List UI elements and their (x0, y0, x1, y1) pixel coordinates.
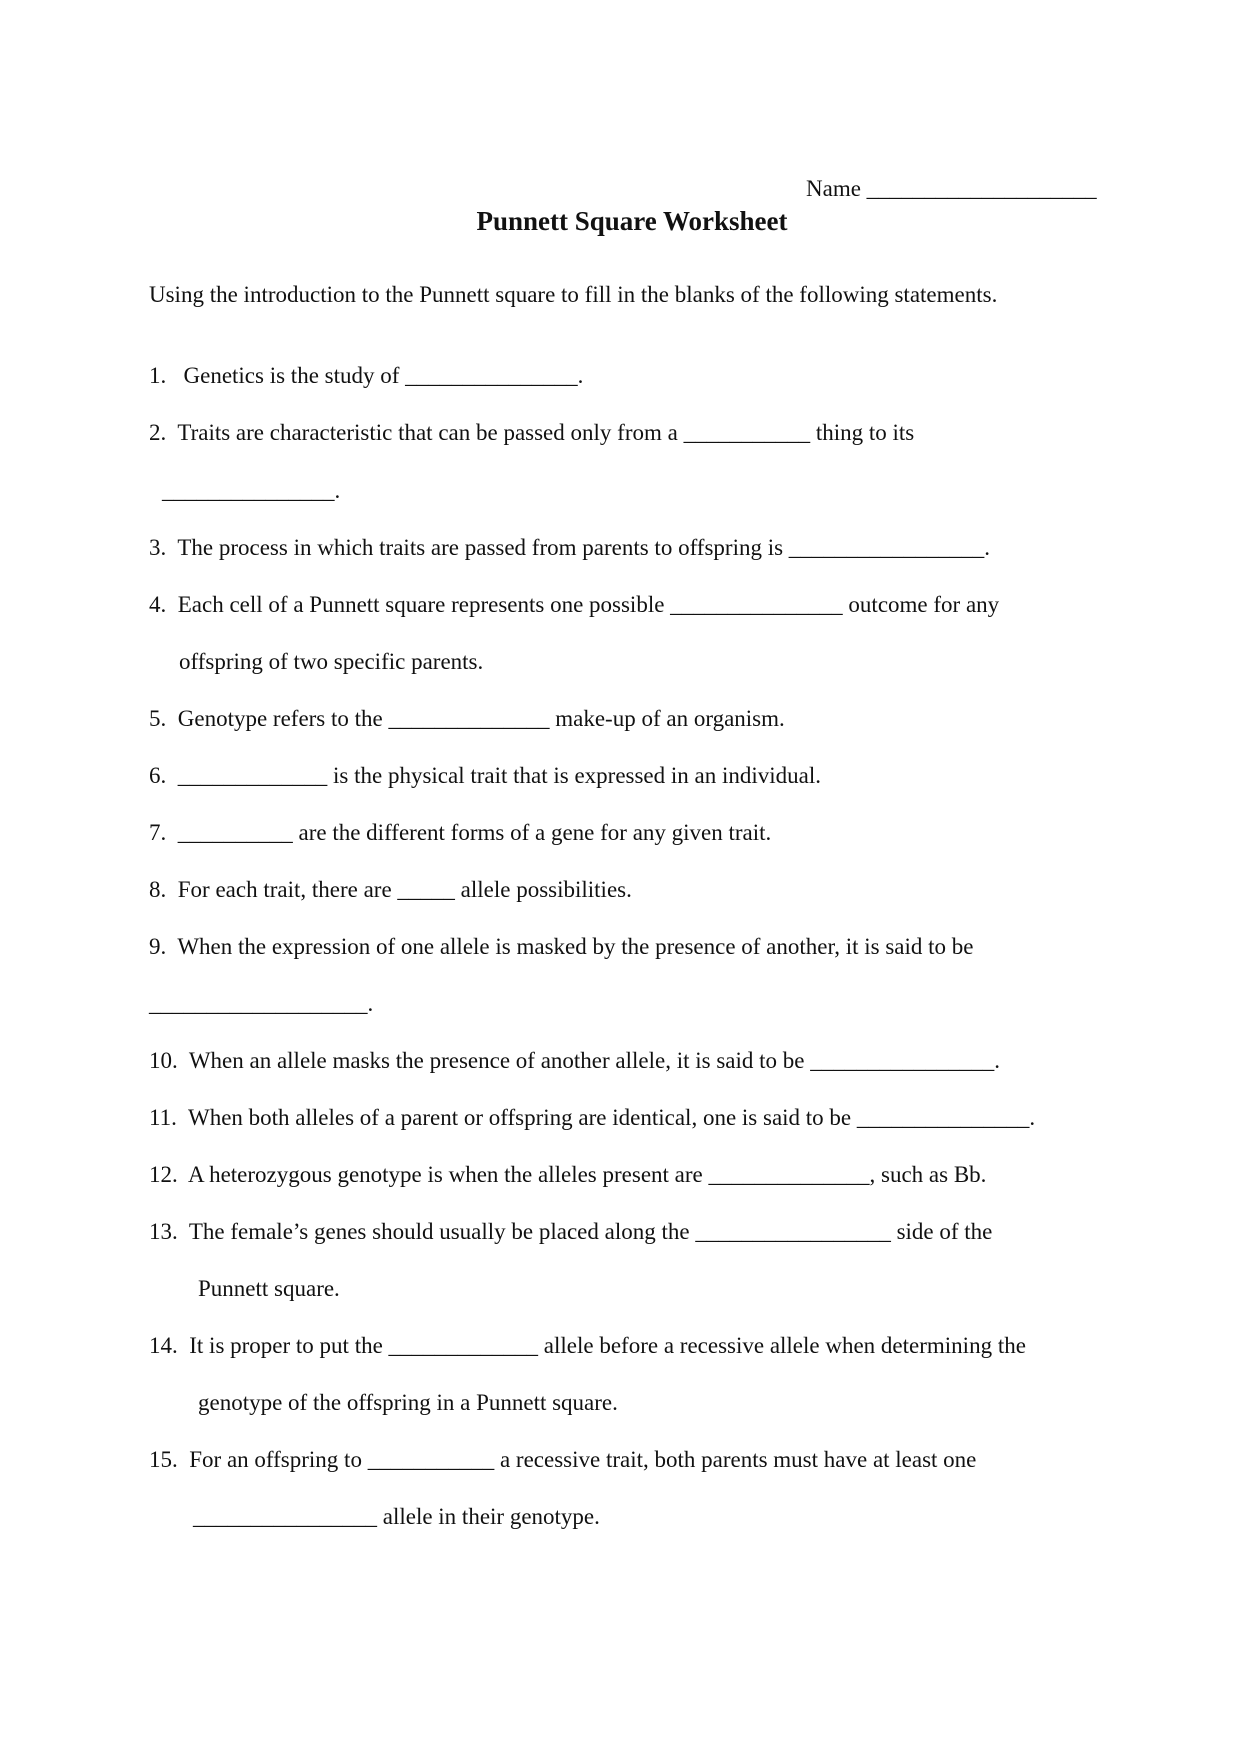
question-11-line-1: 11. When both alleles of a parent or offspring are identical, one is said to be _______________. (149, 1105, 1036, 1130)
question-1-line-1: 1. Genetics is the study of _______________. (149, 363, 584, 388)
question-9-line-1: 9. When the expression of one allele is masked by the presence of another, it is said to be (149, 934, 974, 959)
question-7-line-1: 7. __________ are the different forms of a gene for any given trait. (149, 820, 772, 845)
question-15-line-2: ________________ allele in their genotype. (193, 1504, 600, 1529)
question-3-line-1: 3. The process in which traits are passed from parents to offspring is _________________. (149, 535, 991, 560)
question-4-line-1: 4. Each cell of a Punnett square represents one possible _______________ outcome for any (149, 592, 1000, 617)
question-8-line-1: 8. For each trait, there are _____ allele possibilities. (149, 877, 632, 902)
question-5-line-1: 5. Genotype refers to the ______________ make-up of an organism. (149, 706, 785, 731)
question-13-line-2: Punnett square. (198, 1276, 340, 1301)
question-12-line-1: 12. A heterozygous genotype is when the alleles present are ______________, such as Bb. (149, 1162, 987, 1187)
question-4-line-2: offspring of two specific parents. (179, 649, 484, 674)
question-2-line-2: _______________. (162, 478, 341, 503)
question-10-line-1: 10. When an allele masks the presence of another allele, it is said to be ________________. (149, 1048, 1000, 1073)
question-6-line-1: 6. _____________ is the physical trait that is expressed in an individual. (149, 763, 822, 788)
question-15-line-1: 15. For an offspring to ___________ a recessive trait, both parents must have at least one (149, 1447, 977, 1472)
question-9-line-2: ___________________. (149, 991, 374, 1016)
question-14-line-2: genotype of the offspring in a Punnett square. (198, 1390, 618, 1415)
instructions: Using the introduction to the Punnett square to fill in the blanks of the following statements. (149, 282, 998, 307)
question-2-line-1: 2. Traits are characteristic that can be passed only from a ___________ thing to its (149, 420, 915, 445)
question-13-line-1: 13. The female’s genes should usually be placed along the _________________ side of the (149, 1219, 993, 1244)
question-14-line-1: 14. It is proper to put the _____________ allele before a recessive allele when determining the (149, 1333, 1026, 1358)
name-field: Name ____________________ (806, 176, 1097, 201)
page-title: Punnett Square Worksheet (476, 206, 788, 236)
